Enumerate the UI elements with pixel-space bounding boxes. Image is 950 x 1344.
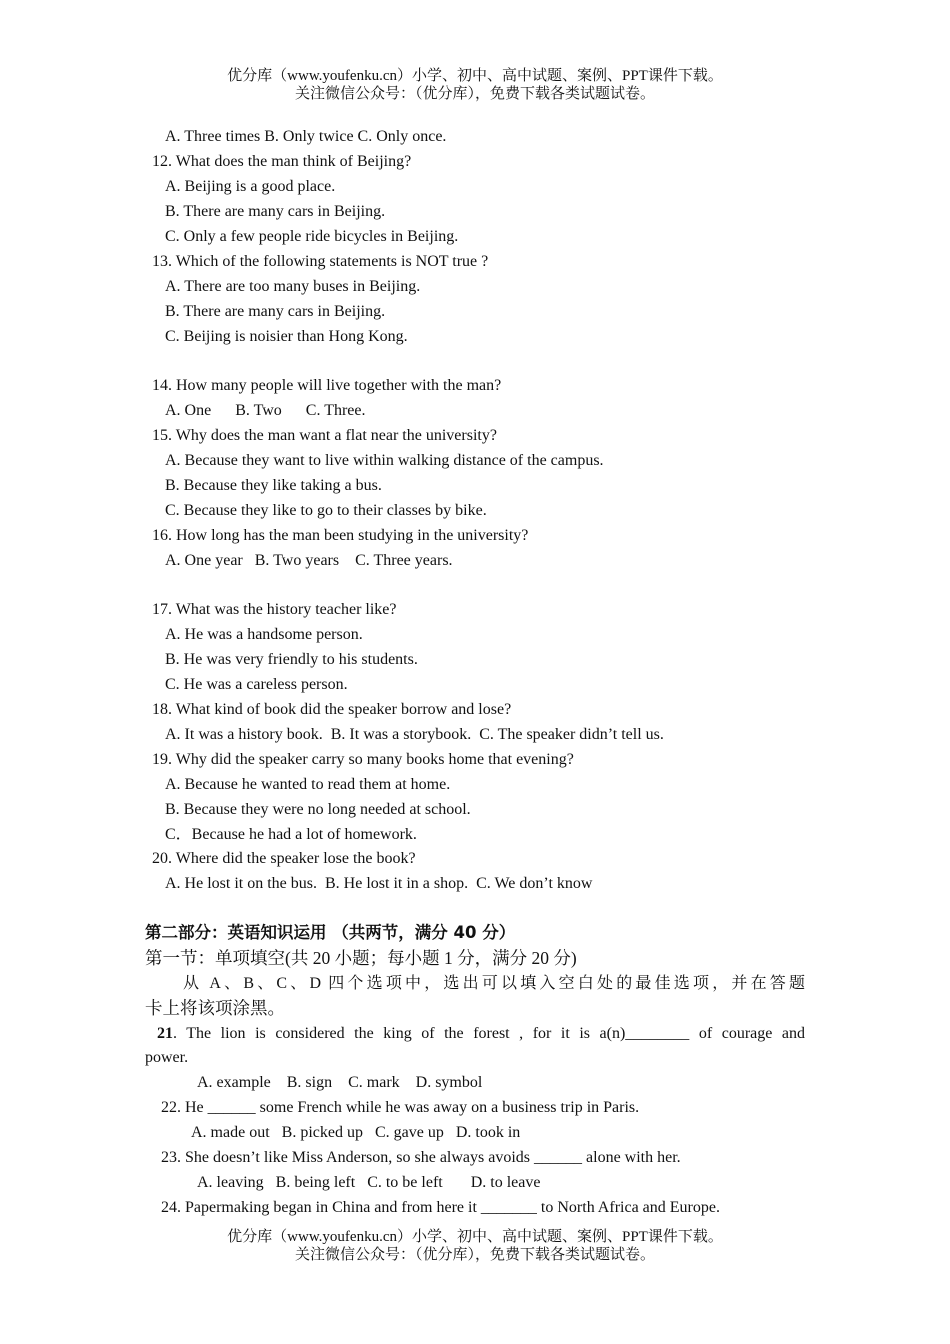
q20-question: 20. Where did the speaker lose the book?	[152, 850, 416, 867]
footer-line-2: 关注微信公众号：（优分库），免费下载各类试题试卷。	[294, 1247, 655, 1263]
q21-options: A. example B. sign C. mark D. symbol	[197, 1074, 483, 1091]
q18-options: A. It was a history book. B. It was a storybook. C. The speaker didn’t tell us.	[165, 726, 664, 743]
q20-options: A. He lost it on the bus. B. He lost it in a shop. C. We don’t know	[165, 875, 593, 892]
q22-stem: 22. He ______ some French while he was away on a business trip in Paris.	[161, 1099, 640, 1116]
q19-option-c: C．Because he had a lot of homework.	[165, 826, 417, 843]
q18-question: 18. What kind of book did the speaker borrow and lose?	[152, 701, 512, 718]
q19-option-a: A. Because he wanted to read them at home.	[165, 776, 451, 793]
q12-option-b: B. There are many cars in Beijing.	[165, 203, 386, 220]
q21-stem-line2: power.	[145, 1049, 189, 1066]
q15-option-a: A. Because they want to live within walking distance of the campus.	[165, 452, 604, 469]
q13-option-c: C. Beijing is noisier than Hong Kong.	[165, 328, 408, 345]
q23-stem: 23. She doesn’t like Miss Anderson, so she always avoids ______ alone with her.	[161, 1149, 681, 1166]
q21-stem-text: . The lion is considered the king of the forest , for it is a(n)________ of courage and	[173, 1025, 805, 1042]
q21-number: 21	[157, 1025, 173, 1042]
q21-stem-line1	[145, 1021, 805, 1046]
q13-option-a: A. There are too many buses in Beijing.	[165, 278, 421, 295]
q14-options: A. One B. Two C. Three.	[165, 402, 366, 419]
header-line-1: 优分库（www.youfenku.cn）小学、初中、高中试题、案例、PPT课件下载。	[227, 68, 723, 84]
q23-options: A. leaving B. being left C. to be left D. to leave	[197, 1174, 541, 1191]
q17-option-c: C. He was a careless person.	[165, 676, 348, 693]
q15-option-c: C. Because they like to go to their classes by bike.	[165, 502, 487, 519]
q17-question: 17. What was the history teacher like?	[152, 601, 397, 618]
q15-question: 15. Why does the man want a flat near the university?	[152, 427, 497, 444]
q14-question: 14. How many people will live together with the man?	[152, 377, 502, 394]
q17-option-b: B. He was very friendly to his students.	[165, 651, 418, 668]
q15-option-b: B. Because they like taking a bus.	[165, 477, 382, 494]
section1-instruction-line1: 从 A、B、C、D 四个选项中，选出可以填入空白处的最佳选项，并在答题	[183, 975, 805, 992]
footer-line-1: 优分库（www.youfenku.cn）小学、初中、高中试题、案例、PPT课件下载。	[227, 1229, 723, 1245]
q17-option-a: A. He was a handsome person.	[165, 626, 363, 643]
q22-options: A. made out B. picked up C. gave up D. took in	[191, 1124, 521, 1141]
page-header	[0, 67, 950, 103]
part2-title: 第二部分：英语知识运用 （共两节，满分 40 分）	[145, 923, 516, 942]
q24-stem: 24. Papermaking began in China and from here it _______ to North Africa and Europe.	[161, 1199, 720, 1216]
q16-options: A. One year B. Two years C. Three years.	[165, 552, 453, 569]
q12-question: 12. What does the man think of Beijing?	[152, 153, 412, 170]
q11-options: A. Three times B. Only twice C. Only once.	[165, 128, 447, 145]
q19-option-b: B. Because they were no long needed at school.	[165, 801, 471, 818]
section1-instruction-line2: 卡上将该项涂黑。	[145, 998, 285, 1018]
page-footer	[0, 1228, 950, 1264]
q12-option-c: C. Only a few people ride bicycles in Beijing.	[165, 228, 459, 245]
q16-question: 16. How long has the man been studying in the university?	[152, 527, 529, 544]
q13-question: 13. Which of the following statements is NOT true ?	[152, 253, 489, 270]
q12-option-a: A. Beijing is a good place.	[165, 178, 336, 195]
q13-option-b: B. There are many cars in Beijing.	[165, 303, 386, 320]
header-line-2: 关注微信公众号：（优分库），免费下载各类试题试卷。	[294, 86, 655, 102]
q19-question: 19. Why did the speaker carry so many books home that evening?	[152, 751, 574, 768]
section1-title: 第一节：单项填空(共 20 小题；每小题 1 分，满分 20 分)	[145, 948, 577, 968]
